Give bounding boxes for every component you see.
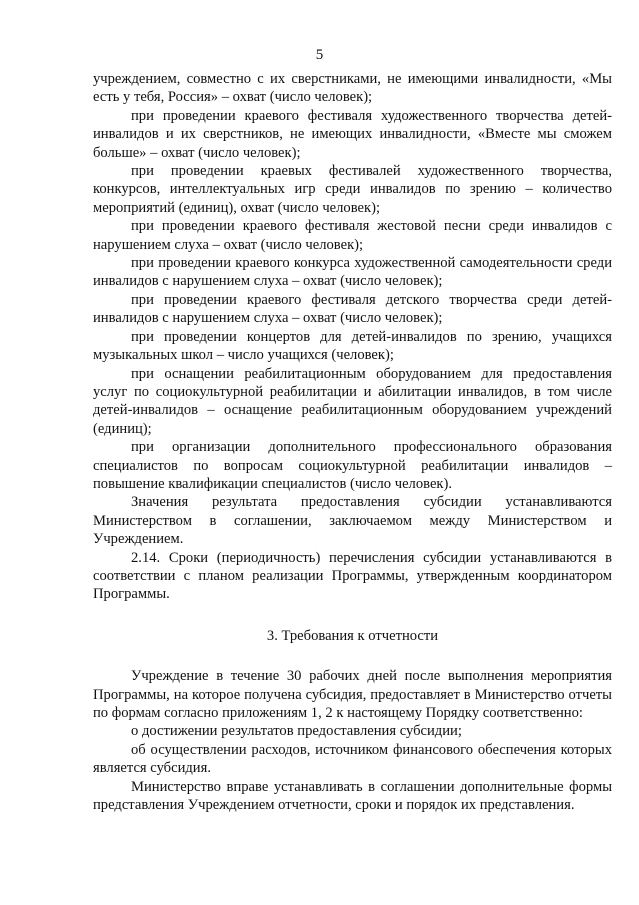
paragraph-sign-song-festival: при проведении краевого фестиваля жестовой песни среди инвалидов с нарушением слуха – охват (число человек);	[93, 218, 612, 253]
paragraph-concerts: при проведении концертов для детей-инвалидов по зрению, учащихся музыкальных школ – число учащихся (человек);	[93, 328, 612, 364]
section-heading: 3. Требования к отчетности	[266, 627, 439, 644]
paragraph-children-festival: при проведении краевого фестиваля детского творчества среди детей-инвалидов с нарушением слуха – охват (число человек);	[93, 291, 612, 327]
document-body	[93, 70, 612, 814]
page-number: 5	[315, 47, 324, 63]
paragraph-clause-2-14: 2.14. Сроки (периодичность) перечисления субсидии устанавливаются в соответствии с планом реализации Программы, утвержденным координатором Программы.	[93, 549, 612, 603]
paragraph-additional-forms: Министерство вправе устанавливать в соглашении дополнительные формы представления Учреждением отчетности, сроки и порядок их представления.	[93, 778, 612, 814]
paragraph-festivals-visually-impaired: при проведении краевых фестивалей художественного творчества, конкурсов, интеллектуальных игр среди инвалидов по зрению – количество мероприятий (единиц), охват (число человек);	[93, 163, 612, 216]
paragraph-festival-together: при проведении краевого фестиваля художественного творчества детей-инвалидов и их сверстников, не имеющих инвалидности, «Вместе мы сможем больше» – охват (число человек);	[93, 107, 612, 161]
paragraph-amateur-contest: при проведении краевого конкурса художественной самодеятельности среди инвалидов с нарушением слуха – охват (число человек);	[93, 255, 612, 290]
paragraph-continuation: учреждением, совместно с их сверстниками, не имеющими инвалидности, «Мы есть у тебя, Россия» – охват (число человек);	[93, 71, 612, 106]
paragraph-professional-education: при организации дополнительного профессионального образования специалистов по вопросам социокультурной реабилитации инвалидов – повышение квалификации специалистов (число человек).	[93, 439, 612, 492]
paragraph-reporting-deadline: Учреждение в течение 30 рабочих дней после выполнения мероприятия Программы, на которое получена субсидия, предоставляет в Министерство отчеты по формам согласно приложениям 1, 2 к настоящему Порядку соответственно:	[93, 668, 612, 721]
paragraph-report-expenses: об осуществлении расходов, источником финансового обеспечения которых является субсидия.	[93, 741, 612, 777]
paragraph-equipment: при оснащении реабилитационным оборудованием для предоставления услуг по социокультурной реабилитации и абилитации инвалидов, в том числе детей-инвалидов – оснащение реабилитационным оборудованием учреждений (единиц);	[93, 365, 612, 437]
paragraph-result-values: Значения результата предоставления субсидии устанавливаются Министерством в соглашении, заключаемом между Министерством и Учреждением.	[93, 494, 612, 548]
paragraph-report-results: о достижении результатов предоставления субсидии;	[131, 723, 462, 740]
